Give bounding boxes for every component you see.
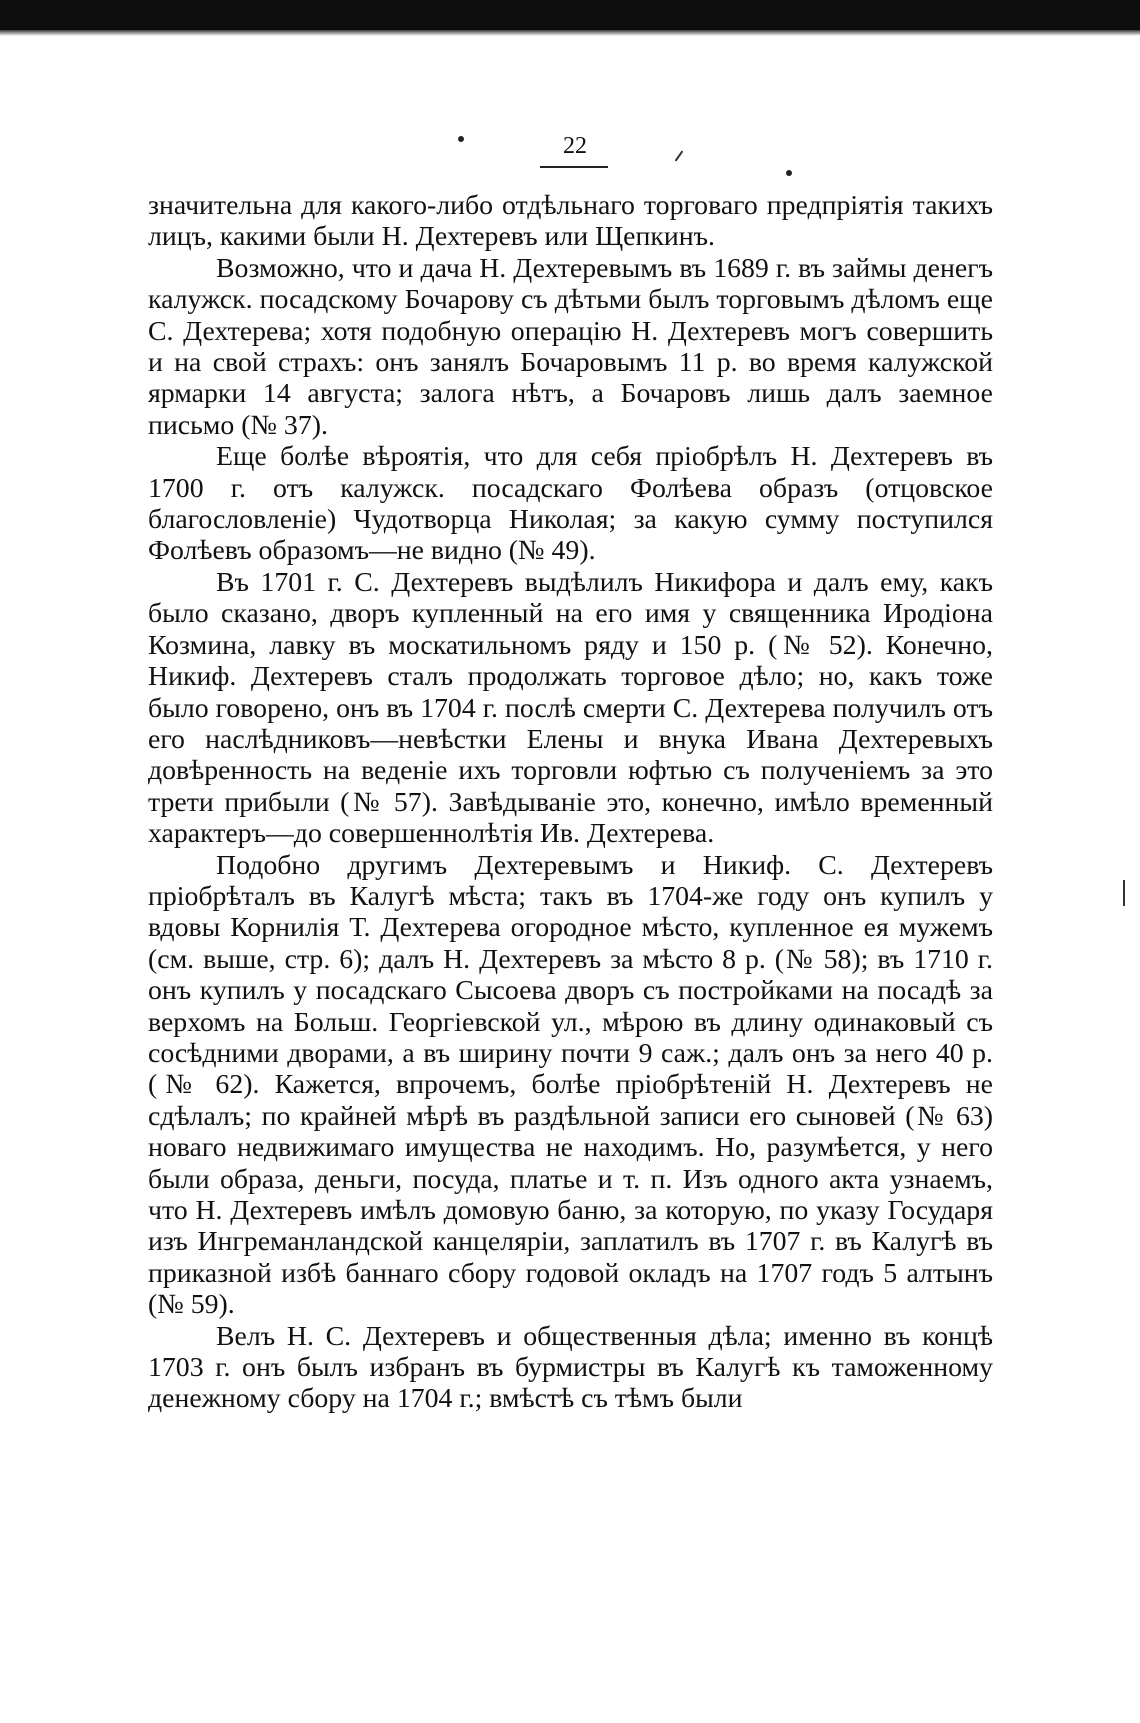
paragraph: Въ 1701 г. С. Дехтеревъ выдѣлилъ Никифора и далъ ему, какъ было сказано, дворъ купленный на его имя у священника Иродіона Козмина, лавку въ москатильномъ ряду и 150 р. (№ 52). Конечно, Никиф. Дехтеревъ сталъ продолжать торговое дѣло; но, какъ тоже было говорено, онъ въ 1704 г. послѣ смерти С. Дехтерева получилъ отъ его наслѣдниковъ—невѣстки Елены и внука Ивана Дехтеревыхъ довѣренность на веденіе ихъ торговли юфтью съ полученіемъ за это трети прибыли (№ 57). Завѣдываніе это, конечно, имѣло временный характеръ—до совершеннолѣтія Ив. Дехтерева.: [148, 566, 993, 850]
paragraph: Возможно, что и дача Н. Дехтеревымъ въ 1689 г. въ займы денегъ калужск. посадскому Бочарову съ дѣтьми былъ торговымъ дѣломъ еще С. Дехтерева; хотя подобную операцію Н. Дехтеревъ могъ совершить и на свой страхъ: онъ занялъ Бочаровымъ 11 р. во время калужской ярмарки 14 августа; залога нѣтъ, а Бочаровъ лишь далъ заемное письмо (№ 37).: [148, 252, 993, 441]
text-column: [148, 190, 993, 1415]
paragraph-continued: значительна для какого-либо отдѣльнаго торговаго предпріятія такихъ лицъ, какими были Н. Дехтеревъ или Щепкинъ.: [148, 190, 993, 253]
page-number: 22: [563, 133, 587, 159]
scan-speck: [786, 170, 792, 176]
scan-mark: [675, 151, 684, 162]
paragraph: Подобно другимъ Дехтеревымъ и Никиф. С. Дехтеревъ пріобрѣталъ въ Калугѣ мѣста; такъ въ 1704-же году онъ купилъ у вдовы Корнилія Т. Дехтерева огородное мѣсто, купленное ея мужемъ (см. выше, стр. 6); далъ Н. Дехтеревъ за мѣсто 8 р. (№ 58); въ 1710 г. онъ купилъ у посадскаго Сысоева дворъ съ постройками на посадѣ за верхомъ на Больш. Георгіевской ул., мѣрою въ длину одинаковый съ сосѣдними дворами, а въ ширину почти 9 саж.; далъ онъ за него 40 р. (№ 62). Кажется, впрочемъ, болѣе пріобрѣтеній Н. Дехтеревъ не сдѣлалъ; по крайней мѣрѣ въ раздѣльной записи его сыновей (№ 63) новаго недвижимаго имущества не находимъ. Но, разумѣется, у него были образа, деньги, посуда, платье и т. п. Изъ одного акта узнаемъ, что Н. Дехтеревъ имѣлъ домовую баню, за которую, по указу Государя изъ Ингреманландской канцеляріи, заплатилъ въ 1707 г. въ Калугѣ въ приказной избѣ баннаго сбору годовой окладъ на 1707 годъ 5 алтынъ (№ 59).: [148, 849, 993, 1321]
scan-top-edge-shadow: [0, 30, 1140, 36]
scan-edge-mark: [1123, 880, 1125, 906]
paragraph: Еще болѣе вѣроятія, что для себя пріобрѣлъ Н. Дехтеревъ въ 1700 г. отъ калужск. посадскаго Фолѣева образъ (отцовское благословленіе) Чудотворца Николая; за какую сумму поступился Фолѣевъ образомъ—не видно (№ 49).: [148, 441, 993, 567]
scan-speck: [458, 136, 464, 142]
scan-top-edge: [0, 0, 1140, 30]
page-number-rule: [540, 166, 608, 168]
paragraph: Велъ Н. С. Дехтеревъ и общественныя дѣла; именно въ концѣ 1703 г. онъ былъ избранъ въ бурмистры въ Калугѣ къ таможенному денежному сбору на 1704 г.; вмѣстѣ съ тѣмъ были: [148, 1320, 993, 1415]
